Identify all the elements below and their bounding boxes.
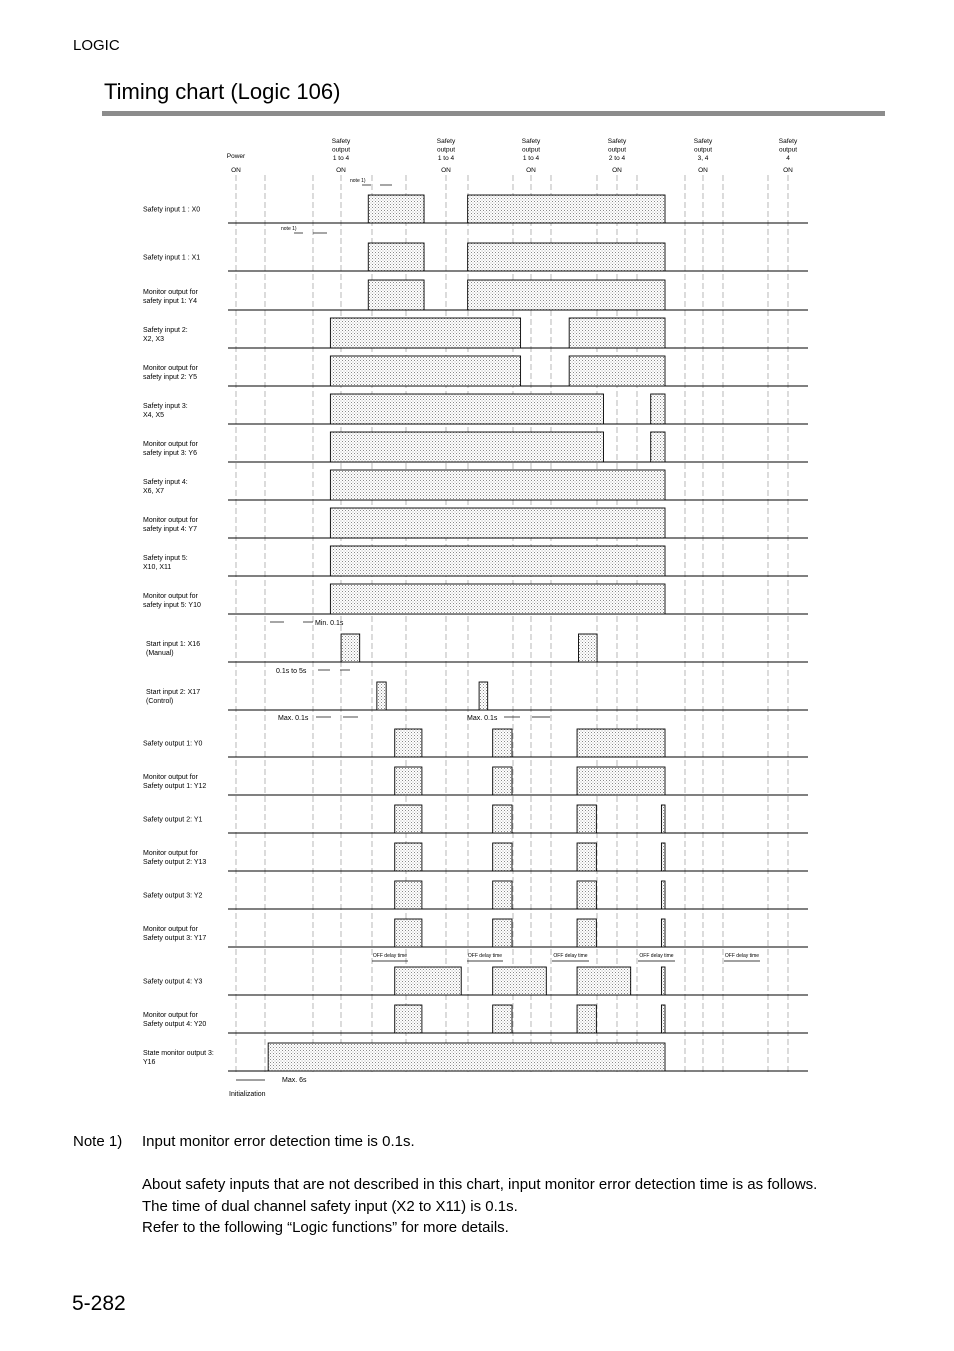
column-state: ON: [526, 167, 536, 174]
signal-pulse: [577, 843, 596, 871]
signal-label: Start input 1: X16: [146, 641, 201, 648]
signal-label: Y16: [143, 1059, 156, 1066]
signal-pulse: [577, 767, 665, 795]
signal-pulse: [661, 805, 665, 833]
signal-pulse: [395, 881, 422, 909]
signal-pulse: [661, 967, 665, 995]
column-label: 1 to 4: [522, 155, 540, 162]
note1-label: note 1): [350, 178, 366, 184]
signal-label: Monitor output for: [143, 593, 198, 600]
signal-pulse: [493, 1005, 512, 1033]
signal-label: Safety output 4: Y3: [143, 978, 203, 986]
column-label: output: [436, 146, 456, 154]
signal-pulse: [468, 243, 665, 271]
signal-pulse: [493, 805, 512, 833]
signal-pulse: [341, 634, 360, 662]
signal-label: Safety output 1: Y12: [143, 783, 207, 790]
signal-pulse: [468, 280, 665, 310]
signal-pulse: [395, 1005, 422, 1033]
signal-label: Monitor output for: [143, 926, 198, 933]
signal-label: safety input 3: Y6: [143, 450, 197, 457]
signal-label: Safety output 4: Y20: [143, 1021, 207, 1028]
signal-label: X10, X11: [143, 564, 172, 571]
signal-pulse: [577, 729, 665, 757]
signal-label: Safety output 1: Y0: [143, 740, 203, 748]
signal-pulse: [577, 881, 596, 909]
page-title: Timing chart (Logic 106): [104, 79, 341, 104]
signal-label: Safety output 2: Y13: [143, 859, 207, 866]
signal-pulse: [368, 243, 424, 271]
off-delay-label: OFF delay time: [553, 953, 588, 959]
signal-label: (Manual): [146, 650, 174, 657]
signal-label: Monitor output for: [143, 1012, 198, 1019]
signal-pulse: [330, 318, 520, 348]
signal-label: Monitor output for: [143, 517, 198, 524]
signal-pulse: [330, 470, 665, 500]
signal-pulse: [578, 634, 597, 662]
column-label: output: [331, 146, 351, 154]
signal-label: Safety input 1 : X0: [143, 206, 201, 214]
column-label: Safety: [693, 138, 713, 145]
signal-pulse: [651, 432, 665, 462]
signal-label: State monitor output 3:: [143, 1050, 214, 1057]
signal-pulse: [479, 682, 488, 710]
signal-pulse: [661, 1005, 665, 1033]
signal-pulse: [651, 394, 665, 424]
column-label: 3, 4: [697, 155, 709, 162]
note-line: About safety inputs that are not described in this chart, input monitor error detection time is as follows.: [142, 1176, 818, 1193]
max-delay-label: Max. 0.1s: [278, 715, 309, 722]
column-label: output: [778, 146, 798, 154]
note-line: The time of dual channel safety input (X2 to X11) is 0.1s.: [142, 1198, 518, 1215]
signal-label: Monitor output for: [143, 774, 198, 781]
signal-label: X6, X7: [143, 488, 165, 495]
signal-pulse: [395, 805, 422, 833]
section-label: LOGIC: [73, 37, 120, 54]
note-label: Note 1): [73, 1133, 123, 1150]
signal-pulse: [577, 967, 631, 995]
column-label: 1 to 4: [332, 155, 350, 162]
signal-pulse: [330, 508, 665, 538]
signal-label: safety input 5: Y10: [143, 602, 201, 609]
min-pulse-label: Min. 0.1s: [315, 620, 344, 627]
column-state: ON: [441, 167, 451, 174]
signal-pulse: [493, 967, 547, 995]
signal-pulse: [395, 767, 422, 795]
signal-pulse: [493, 843, 512, 871]
signal-label: X2, X3: [143, 336, 165, 343]
signal-label: Monitor output for: [143, 441, 198, 448]
signal-pulse: [493, 919, 512, 947]
signal-label: Safety output 3: Y17: [143, 935, 207, 942]
initialization-label: Initialization: [229, 1091, 266, 1098]
signal-pulse: [330, 432, 603, 462]
column-label: output: [607, 146, 627, 154]
column-label: 4: [786, 155, 790, 162]
off-delay-label: OFF delay time: [639, 953, 674, 959]
signal-label: Safety output 3: Y2: [143, 892, 203, 900]
signal-label: Monitor output for: [143, 289, 198, 296]
signal-pulse: [468, 195, 665, 223]
signal-label: Start input 2: X17: [146, 689, 201, 696]
signal-label: Safety input 1 : X1: [143, 254, 201, 262]
column-state: ON: [612, 167, 622, 174]
signal-pulse: [395, 919, 422, 947]
signal-pulse: [493, 767, 512, 795]
signal-pulse: [368, 280, 424, 310]
signal-label: Monitor output for: [143, 365, 198, 372]
signal-pulse: [493, 881, 512, 909]
column-state: ON: [336, 167, 346, 174]
column-label: Safety: [778, 138, 798, 145]
off-delay-label: OFF delay time: [467, 953, 503, 959]
column-label: output: [693, 146, 713, 154]
page-number: 5-282: [72, 1292, 126, 1315]
column-label: Safety: [436, 138, 456, 145]
signal-label: (Control): [146, 698, 174, 705]
signal-label: safety input 1: Y4: [143, 298, 197, 305]
column-label: 1 to 4: [437, 155, 455, 162]
signal-pulse: [661, 881, 665, 909]
signal-label: Safety output 2: Y1: [143, 816, 203, 824]
signal-pulse: [330, 546, 665, 576]
signal-label: Monitor output for: [143, 850, 198, 857]
signal-pulse: [368, 195, 424, 223]
column-label: Power: [226, 153, 246, 160]
column-label: 2 to 4: [608, 155, 626, 162]
column-state: ON: [231, 167, 241, 174]
signal-pulse: [330, 356, 520, 386]
column-label: Safety: [331, 138, 351, 145]
signal-label: Safety input 3:: [143, 403, 188, 410]
signal-label: Safety input 2:: [143, 327, 188, 334]
signal-label: safety input 2: Y5: [143, 374, 197, 381]
column-state: ON: [783, 167, 793, 174]
signal-label: Safety input 5:: [143, 555, 188, 562]
signal-pulse: [569, 356, 665, 386]
start-window-label: 0.1s to 5s: [276, 668, 307, 675]
signal-label: X4, X5: [143, 412, 165, 419]
column-label: Safety: [607, 138, 627, 145]
signal-label: safety input 4: Y7: [143, 526, 197, 533]
signal-pulse: [577, 805, 596, 833]
column-label: output: [521, 146, 541, 154]
note-line: Refer to the following “Logic functions” for more details.: [142, 1219, 509, 1236]
signal-pulse: [577, 919, 596, 947]
signal-pulse: [395, 729, 422, 757]
signal-pulse: [493, 729, 512, 757]
signal-pulse: [661, 843, 665, 871]
signal-pulse: [395, 967, 461, 995]
signal-pulse: [330, 394, 603, 424]
signal-pulse: [661, 919, 665, 947]
signal-pulse: [330, 584, 665, 614]
signal-pulse: [377, 682, 386, 710]
signal-pulse: [395, 843, 422, 871]
note-text: Input monitor error detection time is 0.1s.: [142, 1133, 415, 1150]
signal-pulse: [268, 1043, 665, 1071]
max-delay-label: Max. 0.1s: [467, 715, 498, 722]
off-delay-label: OFF delay time: [724, 953, 760, 959]
column-label: Safety: [521, 138, 541, 145]
column-state: ON: [698, 167, 708, 174]
note1-label: note 1): [281, 226, 297, 232]
off-delay-label: OFF delay time: [372, 953, 408, 959]
max-init-label: Max. 6s: [282, 1077, 307, 1084]
signal-label: Safety input 4:: [143, 479, 188, 486]
signal-pulse: [569, 318, 665, 348]
signal-pulse: [577, 1005, 596, 1033]
